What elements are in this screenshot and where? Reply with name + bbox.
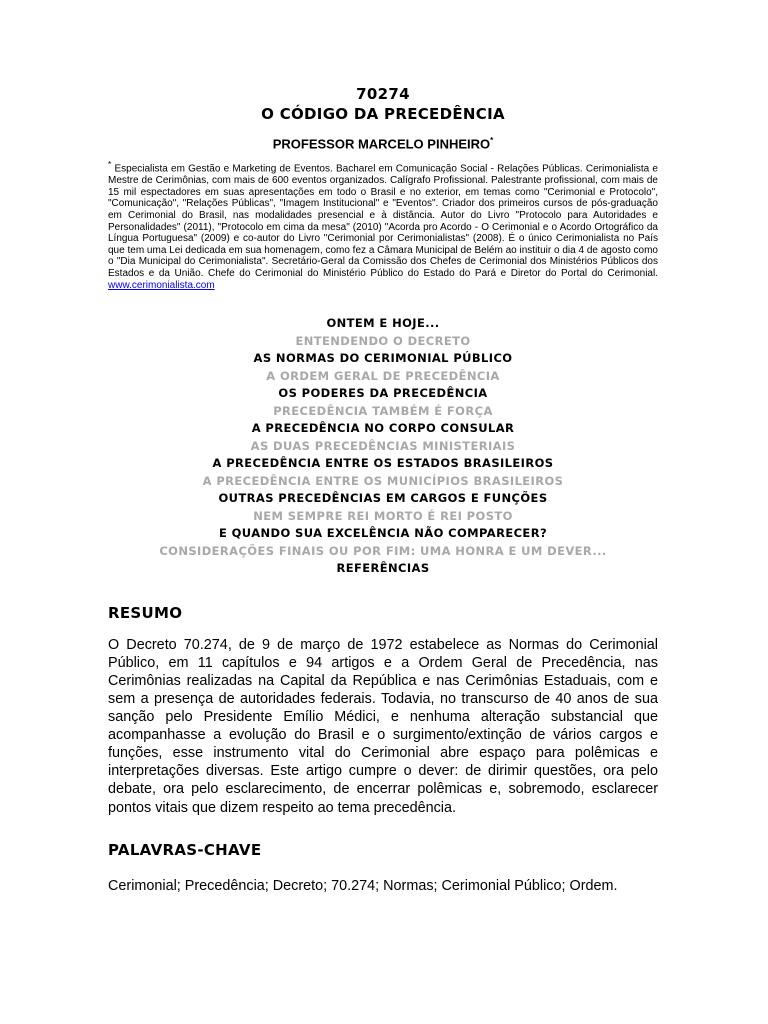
document-title: O CÓDIGO DA PRECEDÊNCIA: [261, 105, 505, 123]
table-of-contents: [108, 315, 658, 578]
resumo-text: O Decreto 70.274, de 9 de março de 1972 estabelece as Normas do Cerimonial Público, em 11 capítulos e 94 artigos e a Ordem Geral de Precedência, nas Cerimônias realizadas na Capital da República e nas Cerimônias Estaduais, com e sem a presença de autoridades federais. Todavia, no transcurso de 40 anos de sua sanção pelo Presidente Emílio Médici, e nenhuma alteração substancial que acompanhasse a evolução do Brasil e o surgimento/extinção de vários cargos e funções, esse instrumento vital do Cerimonial abre espaço para polêmicas e interpretações diversas. Este artigo cumpre o dever: de dirimir questões, ora pelo debate, ora pelo esclarecimento, de encerrar polêmicas e, sobremodo, esclarecer pontos vitais que dizem respeito ao tema precedência.: [108, 636, 658, 816]
author-name: [108, 136, 658, 151]
author-footnote: [108, 159, 658, 291]
toc-item: CONSIDERAÇÕES FINAIS OU POR FIM: UMA HONRA E UM DEVER...: [159, 543, 607, 558]
toc-item: E QUANDO SUA EXCELÊNCIA NÃO COMPARECER?: [218, 526, 548, 541]
toc-item: ONTEM E HOJE...: [326, 316, 440, 331]
toc-item: A PRECEDÊNCIA ENTRE OS ESTADOS BRASILEIROS: [212, 456, 554, 471]
resumo-heading: RESUMO: [108, 603, 183, 622]
toc-item: ENTENDENDO O DECRETO: [295, 333, 471, 348]
keywords-heading: PALAVRAS-CHAVE: [108, 840, 262, 859]
document-number: 70274: [356, 85, 410, 103]
website-link[interactable]: www.cerimonialista.com: [108, 279, 215, 291]
toc-item: AS DUAS PRECEDÊNCIAS MINISTERIAIS: [250, 438, 516, 453]
toc-item: AS NORMAS DO CERIMONIAL PÚBLICO: [253, 351, 513, 366]
toc-item: OUTRAS PRECEDÊNCIAS EM CARGOS E FUNÇÕES: [218, 491, 548, 506]
toc-item: A PRECEDÊNCIA NO CORPO CONSULAR: [251, 421, 515, 436]
toc-item: REFERÊNCIAS: [336, 561, 430, 576]
footnote-text: Especialista em Gestão e Marketing de Eventos. Bacharel em Comunicação Social - Relações Públicas. Cerimonialista e Mestre de Cerimônias, com mais de 600 eventos organizados. Calígrafo Profissional. Palestrante profissional, com mais de 15 mil espectadores em suas apresentações em todo o Brasil e no exterior, em temas como "Cerimonial e Protocolo", "Comunicação", "Relações Públicas", "Imagem Institucional" e "Eventos". Criador dos primeiros cursos de pós-graduação em Cerimonial do Brasil, nas modalidades presencial e à distância. Autor do Livro "Protocolo para Autoridades e Personalidades" (2011), "Protocolo em cima da mesa" (2010) "Acorda pro Acordo - O Cerimonial e o Acordo Ortográfico da Língua Portuguesa" (2009) e co-autor do Livro "Cerimonial por Cerimonialistas" (2008). É o único Cerimonialista no País que tem uma Lei dedicada em sua homenagem, como fez a Câmara Municipal de Belém ao instituir o dia 4 de agosto como o "Dia Municipal do Cerimonialista". Secretário-Geral da Comissão dos Chefes de Cerimonial dos Ministérios Públicos dos Estados e da União. Chefe do Cerimonial do Ministério Público do Estado do Pará e Diretor do Portal do Cerimonial.: [108, 163, 658, 279]
toc-item: A ORDEM GERAL DE PRECEDÊNCIA: [266, 368, 500, 383]
toc-item: OS PODERES DA PRECEDÊNCIA: [278, 386, 488, 401]
toc-item: A PRECEDÊNCIA ENTRE OS MUNICÍPIOS BRASILEIROS: [202, 473, 564, 488]
toc-item: PRECEDÊNCIA TAMBÉM É FORÇA: [273, 403, 493, 418]
document-page: [108, 84, 658, 895]
footnote-mark: *: [108, 159, 112, 170]
author-footnote-mark: *: [490, 136, 494, 145]
author-name-text: PROFESSOR MARCELO PINHEIRO: [272, 136, 491, 152]
keywords-text: Cerimonial; Precedência; Decreto; 70.274; Normas; Cerimonial Público; Ordem.: [108, 877, 618, 894]
toc-item: NEM SEMPRE REI MORTO É REI POSTO: [253, 508, 513, 523]
